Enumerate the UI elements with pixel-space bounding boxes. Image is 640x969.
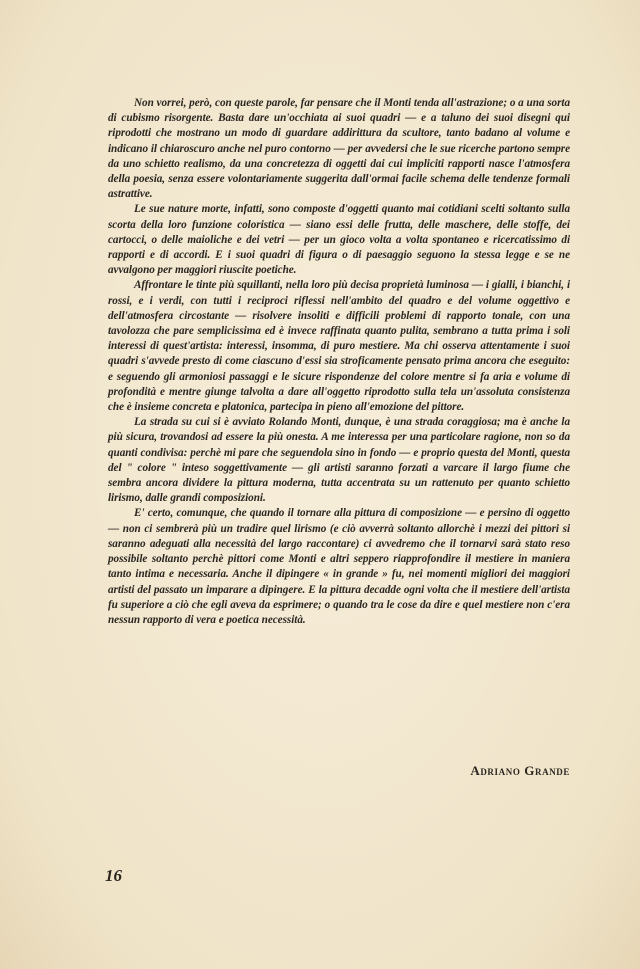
paragraph: Le sue nature morte, infatti, sono composte d'oggetti quanto mai cotidiani scelti soltanto sulla scorta della loro funzione coloristica — siano essi delle frutta, delle maschere, delle stoffe, dei cartocci, o delle maioliche e dei vetri — per un gioco volta a volta spontaneo e ricercatissimo di rapporti e di accordi. E i suoi quadri di figura o di paesaggio seguono la stessa legge e se ne avvalgono per maggiori riuscite poetiche. <box>108 203 570 277</box>
page-number: 16 <box>105 866 122 885</box>
article-body <box>108 96 570 628</box>
paragraph: La strada su cui si è avviato Rolando Monti, dunque, è una strada coraggiosa; ma è anche la più sicura, trovandosi ad essere la più onesta. A me interessa per una particolare ragione, non so da quanti condivisa: perchè mi pare che seguendola sino in fondo — e proprio questa del Monti, questa del " colore " inteso soggettivamente — gli artisti saranno forzati a varcare il largo fiume che sembra ancora dividere la pittura moderna, tutta accentrata su un rattenuto per quanto schietto lirismo, dalle grandi composizioni. <box>108 416 570 505</box>
paragraph: Non vorrei, però, con queste parole, far pensare che il Monti tenda all'astrazione; o a una sorta di cubismo risorgente. Basta dare un'occhiata ai suoi quadri — e a taluno dei suoi disegni qui riprodotti che mostrano un modo di guardare addirittura da scultore, tanto badano al volume e indicano il chiaroscuro anche nel puro contorno — per avvedersi che le sue ricerche partono sempre da uno schietto realismo, da una concretezza di oggetti dai cui impliciti rapporti nasce l'atmosfera della poesia, senza essere volontariamente suggerita dall'ormai facile schema delle tendenze formali astrattive. <box>108 97 570 201</box>
author-signature: Adriano Grande <box>470 763 570 778</box>
paragraph: E' certo, comunque, che quando il tornare alla pittura di composizione — e persino di oggetto — non ci sembrerà più un tradire quel lirismo (e ciò avverrà soltanto allorchè i mezzi dei pittori si saranno adeguati alla necessità del largo raccontare) ci avvedremo che il tornarvi sarà stato reso possibile soltanto perchè pittori come Monti e altri seppero riapprofondire il mestiere in maniera tanto intima e necessaria. Anche il dipingere « in grande » fu, nei momenti migliori dei maggiori artisti del passato un imparare a dipingere. E la pittura decadde ogni volta che il mestiere dell'artista fu superiore a ciò che egli aveva da esprimere; o quando tra le cose da dire e quel mestiere non c'era nessun rapporto di vera e poetica necessità. <box>108 507 570 626</box>
paragraph: Affrontare le tinte più squillanti, nella loro più decisa proprietà luminosa — i gialli, i bianchi, i rossi, e i verdi, con tutti i reciproci riflessi nell'ambito del quadro e del volume oggettivo e dell'atmosfera circostante — risolvere insoliti e difficili problemi di rapporto tonale, con una tavolozza che pare semplicissima ed è invece raffinata quanto pulita, sembrano a tutta prima i soli interessi di quest'artista: interessi, insomma, di puro mestiere. Ma chi osserva attentamente i suoi quadri s'avvede presto di come ciascuno d'essi sia stroficamente pensato prima ancora che eseguito: e seguendo gli armoniosi passaggi e le sicure rispondenze del colore mentre si fa aria e volume di profondità e mentre giunge talvolta a dare all'oggetto riprodotto sulla tela un'assoluta consistenza che è insieme concreta e platonica, partecipa in pieno all'emozione del pittore. <box>108 279 570 414</box>
